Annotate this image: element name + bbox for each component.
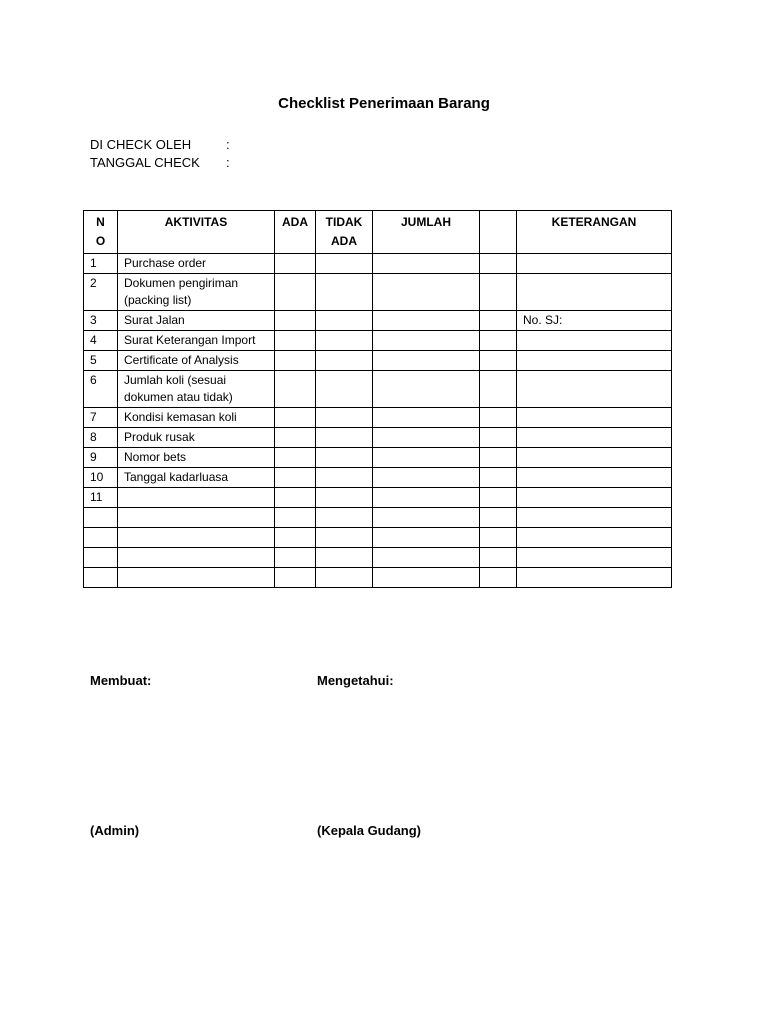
table-row [84,254,672,274]
row-quantity-cell [373,428,480,448]
row-quantity-cell [373,254,480,274]
table-row [84,428,672,448]
row-activity: Kondisi kemasan koli [118,408,275,428]
row-quantity-cell [373,371,480,408]
row-extra-cell [480,274,517,311]
table-row [84,408,672,428]
row-quantity-cell [373,468,480,488]
row-present-cell [275,371,316,408]
table-row [84,488,672,508]
row-quantity-cell [373,408,480,428]
table-row [84,448,672,468]
row-extra-cell [480,408,517,428]
row-no: 1 [84,254,118,274]
row-no: 9 [84,448,118,468]
row-present-cell [275,508,316,528]
row-absent-cell [316,331,373,351]
row-notes [517,528,672,548]
signature-acknowledger-role: (Kepala Gudang) [317,823,422,838]
row-extra-cell [480,371,517,408]
row-notes [517,351,672,371]
row-quantity-cell [373,274,480,311]
row-extra-cell [480,331,517,351]
header-activity: AKTIVITAS [118,211,275,254]
row-present-cell [275,568,316,588]
row-absent-cell [316,568,373,588]
table-row [84,468,672,488]
row-activity: Surat Jalan [118,311,275,331]
row-extra-cell [480,254,517,274]
checked-by-label: DI CHECK OLEH [90,137,192,152]
row-extra-cell [480,311,517,331]
row-absent-cell [316,468,373,488]
signature-maker-role: (Admin) [90,823,140,838]
row-absent-cell [316,408,373,428]
row-activity: Tanggal kadarluasa [118,468,275,488]
row-no [84,568,118,588]
row-present-cell [275,468,316,488]
row-no: 11 [84,488,118,508]
table-header-row [84,211,672,254]
row-present-cell [275,428,316,448]
row-activity: Dokumen pengiriman (packing list) [118,274,275,311]
table-row [84,371,672,408]
row-present-cell [275,548,316,568]
row-absent-cell [316,528,373,548]
row-quantity-cell [373,448,480,468]
row-no [84,508,118,528]
row-notes: No. SJ: [517,311,672,331]
row-notes [517,508,672,528]
row-absent-cell [316,508,373,528]
row-no [84,528,118,548]
row-present-cell [275,488,316,508]
row-absent-cell [316,371,373,408]
row-extra-cell [480,448,517,468]
header-present: ADA [275,211,316,254]
table-row [84,331,672,351]
check-date-separator: : [226,155,230,170]
row-absent-cell [316,428,373,448]
row-present-cell [275,311,316,331]
row-present-cell [275,351,316,371]
row-absent-cell [316,351,373,371]
row-present-cell [275,528,316,548]
table-row [84,311,672,331]
table-row [84,351,672,371]
row-quantity-cell [373,528,480,548]
row-present-cell [275,408,316,428]
signature-acknowledger-title: Mengetahui: [317,673,394,688]
row-no: 7 [84,408,118,428]
row-quantity-cell [373,351,480,371]
row-no: 8 [84,428,118,448]
checklist-table [83,210,672,588]
row-extra-cell [480,528,517,548]
row-activity: Nomor bets [118,448,275,468]
row-notes [517,548,672,568]
row-activity [118,568,275,588]
row-notes [517,468,672,488]
row-notes [517,371,672,408]
check-date-line [90,155,230,170]
signature-maker-title: Membuat: [90,673,152,688]
table-row [84,568,672,588]
row-present-cell [275,254,316,274]
row-quantity-cell [373,508,480,528]
row-extra-cell [480,548,517,568]
row-notes [517,254,672,274]
row-notes [517,331,672,351]
row-notes [517,488,672,508]
row-no: 10 [84,468,118,488]
row-notes [517,274,672,311]
row-activity: Surat Keterangan Import [118,331,275,351]
row-activity [118,528,275,548]
row-quantity-cell [373,548,480,568]
row-extra-cell [480,568,517,588]
table-row [84,528,672,548]
header-notes: KETERANGAN [517,211,672,254]
row-activity: Produk rusak [118,428,275,448]
row-quantity-cell [373,568,480,588]
row-quantity-cell [373,311,480,331]
row-activity: Certificate of Analysis [118,351,275,371]
checked-by-line [90,137,230,152]
document-title: Checklist Penerimaan Barang [278,95,490,112]
row-no: 4 [84,331,118,351]
row-no [84,548,118,568]
table-row [84,274,672,311]
row-no: 2 [84,274,118,311]
row-absent-cell [316,488,373,508]
row-activity: Jumlah koli (sesuai dokumen atau tidak) [118,371,275,408]
row-no: 5 [84,351,118,371]
row-notes [517,428,672,448]
row-quantity-cell [373,488,480,508]
table-row [84,508,672,528]
row-extra-cell [480,468,517,488]
header-absent: TIDAK ADA [316,211,373,254]
header-no: N O [84,211,118,254]
row-notes [517,568,672,588]
row-no: 6 [84,371,118,408]
row-present-cell [275,331,316,351]
row-notes [517,448,672,468]
row-present-cell [275,274,316,311]
row-present-cell [275,448,316,468]
checked-by-separator: : [226,137,230,152]
row-extra-cell [480,488,517,508]
check-date-label: TANGGAL CHECK [90,155,200,170]
row-quantity-cell [373,331,480,351]
row-absent-cell [316,311,373,331]
row-absent-cell [316,548,373,568]
row-activity [118,488,275,508]
row-activity [118,548,275,568]
row-absent-cell [316,448,373,468]
row-extra-cell [480,351,517,371]
row-notes [517,408,672,428]
row-extra-cell [480,508,517,528]
table-row [84,548,672,568]
row-no: 3 [84,311,118,331]
row-absent-cell [316,254,373,274]
header-extra [480,211,517,254]
row-activity [118,508,275,528]
row-extra-cell [480,428,517,448]
header-quantity: JUMLAH [373,211,480,254]
row-activity: Purchase order [118,254,275,274]
row-absent-cell [316,274,373,311]
